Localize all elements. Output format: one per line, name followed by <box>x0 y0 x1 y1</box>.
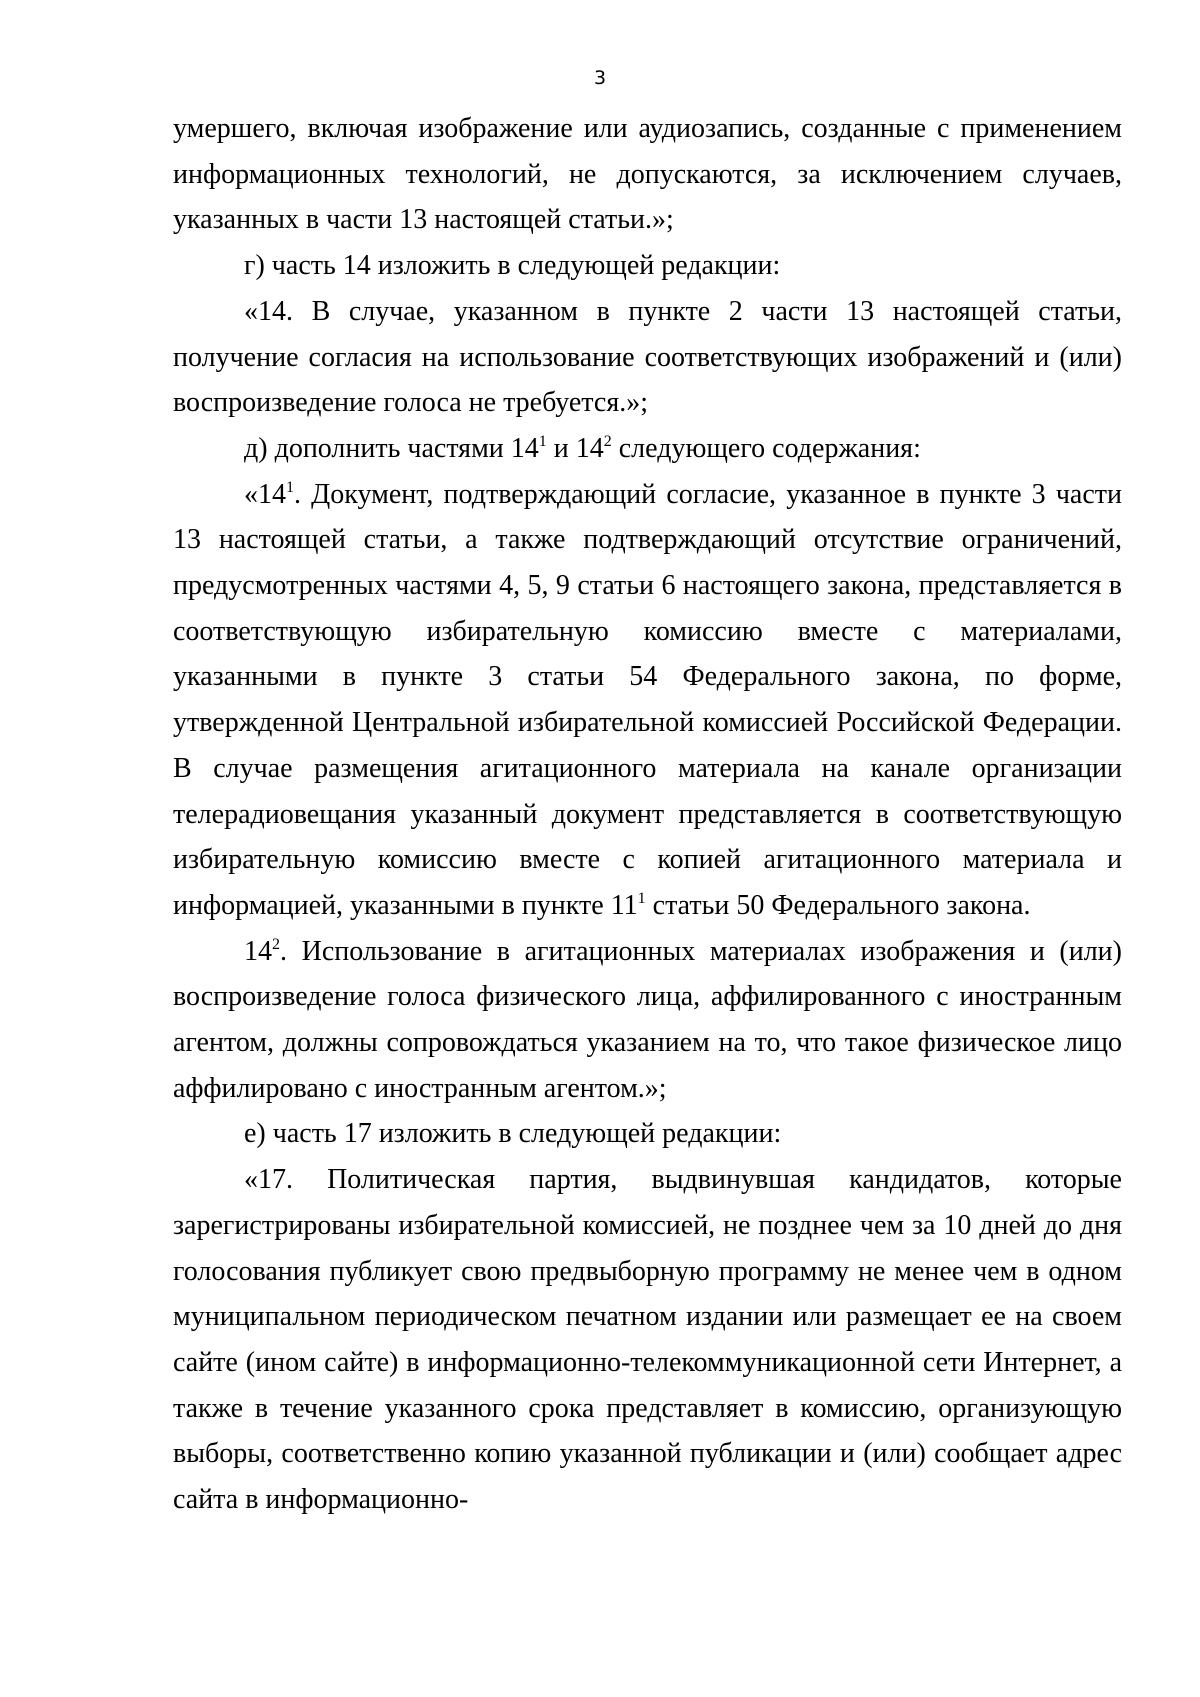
item-d-text-c: следующего содержания: <box>611 432 921 464</box>
superscript: 1 <box>637 889 646 907</box>
paragraph-continuation: умершего, включая изображение или аудиозапись, созданные с применением информационных технологий, не допускаются, за исключением случаев, указанных в части 13 настоящей статьи.»; <box>173 113 1122 236</box>
paragraph-part-14: «14. В случае, указанном в пункте 2 части 13 настоящей статьи, получение согласия на использование соответствующих изображений и (или) воспроизведение голоса не требуется.»; <box>173 295 1122 419</box>
item-d-text-b: и 14 <box>546 432 604 464</box>
paragraph-item-g: г) часть 14 изложить в следующей редакции: <box>244 250 781 282</box>
superscript: 1 <box>538 432 547 450</box>
paragraph-part-14-1 <box>173 472 1122 929</box>
part-14-2-text-b: . Использование в агитационных материалах изображения и (или) воспроизведение голоса физического лица, аффилированного с иностранным агентом, должны сопровождаться указанием на то, что такое физическое лицо аффилировано с иностранным агентом.»; <box>173 935 1122 1104</box>
page-number: 3 <box>593 67 607 89</box>
superscript: 2 <box>272 935 280 953</box>
document-body <box>173 106 1122 1523</box>
superscript: 1 <box>286 478 294 496</box>
paragraph-part-17: «17. Политическая партия, выдвинувшая кандидатов, которые зарегистрированы избирательной комиссией, не позднее чем за 10 дней до дня голосования публикует свою предвыборную программу не менее чем в одном муниципальном периодическом печатном издании или размещает ее на своем сайте (ином сайте) в информационно-телекоммуникационной сети Интернет, а также в течение указанного срока представляет в комиссию, организующую выборы, соответственно копию указанной публикации и (или) сообщает адрес сайта в информационно- <box>173 1164 1122 1516</box>
part-14-1-text-a: «14 <box>244 478 286 510</box>
part-14-1-text-c: статьи 50 Федерального закона. <box>645 889 1031 921</box>
part-14-2-text-a: 14 <box>244 935 272 967</box>
superscript: 2 <box>603 432 612 450</box>
paragraph-item-e: е) часть 17 изложить в следующей редакции: <box>244 1118 782 1150</box>
paragraph-part-14-2 <box>173 929 1122 1112</box>
item-d-text-a: д) дополнить частями 14 <box>244 432 539 464</box>
part-14-1-text-b: . Документ, подтверждающий согласие, указанное в пункте 3 части 13 настоящей статьи, а также подтверждающий отсутствие ограничений, предусмотренных частями 4, 5, 9 статьи 6 настоящего закона, представляется в соответствующую избирательную комиссию вместе с материалами, указанными в пункте 3 статьи 54 Федерального закона, по форме, утвержденной Центральной избирательной комиссией Российской Федерации. В случае размещения агитационного материала на канале организации телерадиовещания указанный документ представляется в соответствующую избирательную комиссию вместе с копией агитационного материала и информацией, указанными в пункте 11 <box>173 478 1122 921</box>
paragraph-item-d <box>173 426 1122 472</box>
